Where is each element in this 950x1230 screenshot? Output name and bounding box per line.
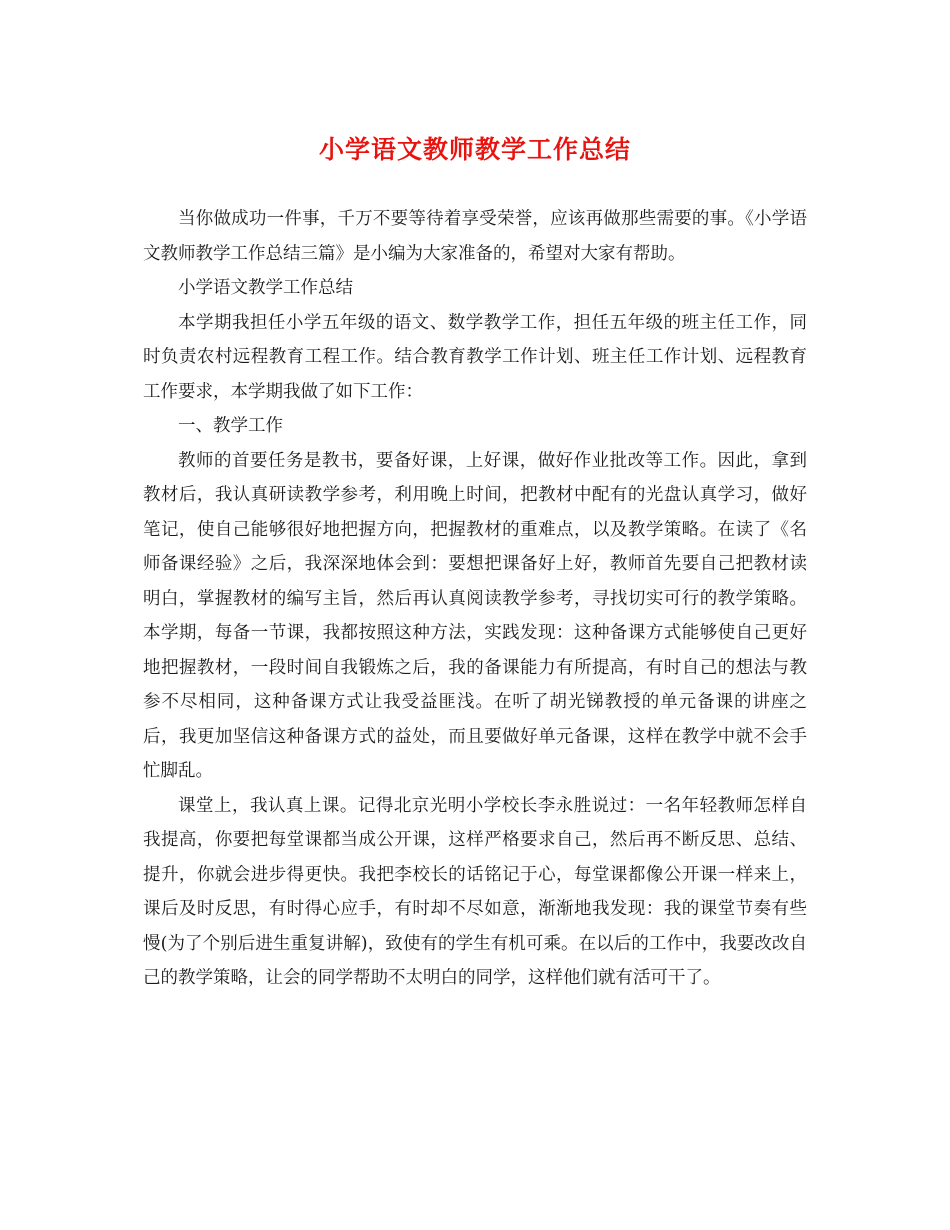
section-heading: 小学语文教学工作总结 [178,278,353,298]
body-paragraph: 本学期我担任小学五年级的语文、数学教学工作，担任五年级的班主任工作，同时负责农村远程教育工程工作。结合教育教学工作计划、班主任工作计划、远程教育工作要求，本学期我做了如下工作： [143,312,807,402]
body-paragraph: 课堂上，我认真上课。记得北京光明小学校长李永胜说过：一名年轻教师怎样自我提高，你要把每堂课都当成公开课，这样严格要求自己，然后再不断反思、总结、提升，你就会进步得更快。我把李校长的话铭记于心，每堂课都像公开课一样来上，课后及时反思，有时得心应手，有时却不尽如意，渐渐地我发现：我的课堂节奏有些慢(为了个别后进生重复讲解)，致使有的学生有机可乘。在以后的工作中，我要改改自己的教学策略，让会的同学帮助不太明白的同学，这样他们就有活可干了。 [143,795,807,988]
document-title: 小学语文教师教学工作总结 [318,135,631,164]
document-body [143,202,807,996]
intro-paragraph: 当你做成功一件事，千万不要等待着享受荣誉，应该再做那些需要的事。《小学语文教师教学工作总结三篇》是小编为大家准备的，希望对大家有帮助。 [143,209,807,264]
subsection-heading: 一、教学工作 [178,416,283,436]
body-paragraph: 教师的首要任务是教书，要备好课，上好课，做好作业批改等工作。因此，拿到教材后，我认真研读教学参考，利用晚上时间，把教材中配有的光盘认真学习，做好笔记，使自己能够很好地把握方向，把握教材的重难点，以及教学策略。在读了《名师备课经验》之后，我深深地体会到：要想把课备好上好，教师首先要自己把教材读明白，掌握教材的编写主旨，然后再认真阅读教学参考，寻找切实可行的教学策略。本学期，每备一节课，我都按照这种方法，实践发现：这种备课方式能够使自己更好地把握教材，一段时间自我锻炼之后，我的备课能力有所提高，有时自己的想法与教参不尽相同，这种备课方式让我受益匪浅。在听了胡光锑教授的单元备课的讲座之后，我更加坚信这种备课方式的益处，而且要做好单元备课，这样在教学中就不会手忙脚乱。 [143,450,807,781]
